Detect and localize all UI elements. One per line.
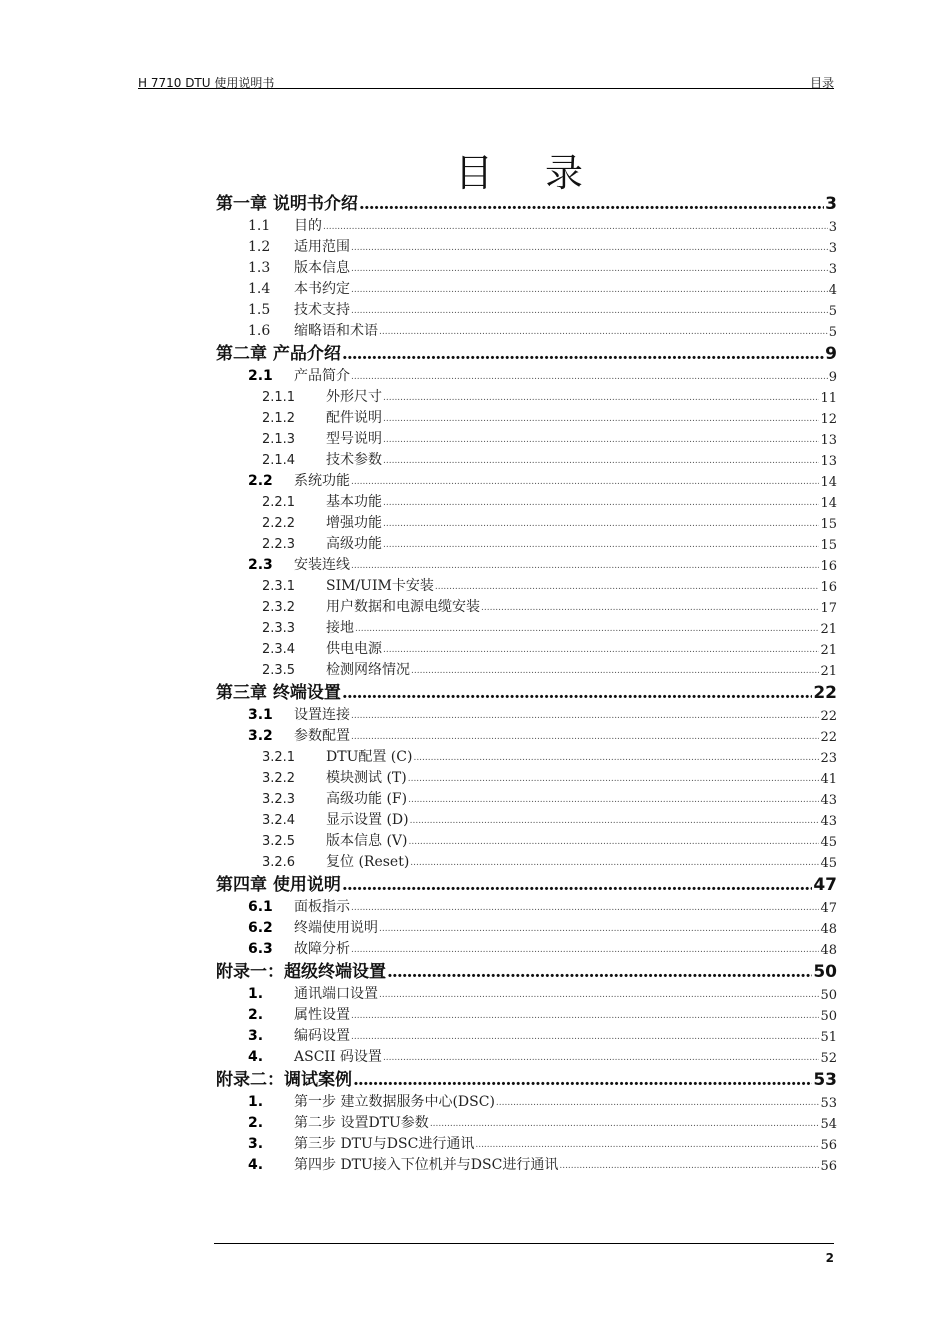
toc-entry-text: 外形尺寸	[326, 389, 382, 405]
toc-entry-page: 47	[820, 901, 837, 916]
toc-entry-text: 供电电源	[326, 641, 382, 657]
toc-dot-leader	[351, 561, 819, 574]
toc-entry-text: 适用范围	[294, 239, 350, 255]
toc-entry[interactable]	[216, 1024, 837, 1045]
toc-dot-leader	[351, 372, 828, 385]
toc-entry[interactable]	[216, 787, 837, 808]
toc-entry-number: 2.2	[248, 473, 273, 489]
toc-entry[interactable]	[216, 385, 837, 406]
toc-dot-leader	[342, 875, 812, 895]
toc-entry-page: 16	[820, 580, 837, 595]
toc-entry-text: 故障分析	[294, 941, 350, 957]
toc-entry-number: 3.2.4	[262, 813, 296, 828]
toc-entry[interactable]	[216, 616, 837, 637]
toc-entry-text: 系统功能	[294, 473, 350, 489]
toc-entry-number: 1.1	[248, 218, 271, 234]
toc-entry-number: 2.2.2	[262, 516, 296, 531]
toc-entry[interactable]	[216, 829, 837, 850]
toc-entry-page: 51	[820, 1030, 837, 1045]
toc-entry-label	[216, 659, 410, 679]
toc-entry-page: 14	[820, 496, 837, 511]
toc-entry-text: 参数配置	[294, 728, 350, 744]
toc-dot-leader	[351, 903, 819, 916]
toc-entry[interactable]	[216, 595, 837, 616]
toc-entry-number: 1.	[248, 986, 264, 1002]
toc-entry-page: 3	[828, 262, 837, 277]
toc-entry-page: 12	[820, 412, 837, 427]
toc-dot-leader	[379, 990, 819, 1003]
toc-entry-page: 13	[820, 454, 837, 469]
toc-entry-text: 增强功能	[326, 515, 382, 531]
toc-entry-number: 3.2.6	[262, 855, 296, 870]
toc-entry-number: 1.2	[248, 239, 271, 255]
toc-entry-page: 11	[820, 391, 837, 406]
toc-dot-leader	[323, 222, 828, 235]
toc-entry-text: 第一步 建立数据服务中心(DSC)	[294, 1094, 495, 1110]
toc-entry-page: 53	[813, 1070, 837, 1090]
toc-entry-number: 2.1	[248, 368, 273, 384]
toc-entry-text: 模块测试 (T)	[326, 770, 407, 786]
toc-entry-label	[216, 1004, 350, 1024]
toc-entry-number: 4.	[248, 1049, 264, 1065]
toc-entry-page: 48	[820, 922, 837, 937]
toc-entry[interactable]	[216, 850, 837, 871]
toc-entry-text: 缩略语和术语	[294, 323, 378, 339]
toc-entry-number: 2.1.1	[262, 390, 296, 405]
toc-entry-label	[216, 365, 350, 385]
toc-dot-leader	[353, 1070, 812, 1090]
toc-dot-leader	[342, 683, 812, 703]
toc-dot-leader	[383, 540, 819, 553]
toc-entry-text: 第二步 设置DTU参数	[294, 1115, 429, 1131]
toc-entry-page: 13	[820, 433, 837, 448]
toc-entry-page: 56	[820, 1159, 837, 1174]
toc-entry-text: 本书约定	[294, 281, 350, 297]
toc-entry-label	[216, 339, 341, 364]
toc-entry-number: 1.3	[248, 260, 271, 276]
toc-entry-page: 45	[820, 835, 837, 850]
toc-entry-text: 产品简介	[294, 368, 350, 384]
toc-entry-label	[216, 1046, 382, 1066]
toc-entry[interactable]	[216, 766, 837, 787]
toc-entry-page: 3	[825, 194, 837, 214]
toc-entry-label	[216, 678, 341, 703]
toc-dot-leader	[359, 194, 824, 214]
toc-dot-leader	[351, 243, 828, 256]
toc-entry-text: DTU配置 (C)	[326, 749, 413, 765]
toc-entry-label	[216, 870, 341, 895]
toc-entry-page: 16	[820, 559, 837, 574]
toc-entry[interactable]	[216, 1066, 837, 1090]
toc-entry-label	[216, 809, 409, 829]
toc-entry[interactable]	[216, 277, 837, 298]
toc-entry-text: 附录二：调试案例	[216, 1070, 352, 1090]
toc-dot-leader	[351, 945, 819, 958]
footer-rule	[214, 1243, 834, 1244]
toc-entry-text: 版本信息	[294, 260, 350, 276]
toc-entry-number: 2.3.4	[262, 642, 296, 657]
toc-entry[interactable]	[216, 982, 837, 1003]
toc-dot-leader	[383, 519, 819, 532]
toc-entry[interactable]	[216, 406, 837, 427]
toc-dot-leader	[413, 753, 819, 766]
toc-entry-number: 2.1.3	[262, 432, 296, 447]
toc-entry[interactable]	[216, 958, 837, 982]
toc-entry-label	[216, 449, 382, 469]
toc-entry-text: 安装连线	[294, 557, 350, 573]
toc-entry[interactable]	[216, 1132, 837, 1153]
toc-entry-page: 3	[828, 241, 837, 256]
toc-entry-label	[216, 851, 409, 871]
toc-entry-number: 2.3	[248, 557, 273, 573]
toc-entry-number: 3.	[248, 1136, 264, 1152]
toc-entry[interactable]	[216, 637, 837, 658]
toc-dot-leader	[383, 645, 819, 658]
toc-entry[interactable]	[216, 871, 837, 895]
toc-entry-text: 第三步 DTU与DSC进行通讯	[294, 1136, 475, 1152]
toc-entry[interactable]	[216, 190, 837, 214]
toc-entry-label	[216, 957, 386, 982]
toc-entry-number: 2.	[248, 1007, 264, 1023]
toc-entry-label	[216, 278, 350, 298]
toc-entry-label	[216, 830, 407, 850]
toc-entry[interactable]	[216, 574, 837, 595]
toc-entry-text: 编码设置	[294, 1028, 350, 1044]
toc-entry-label	[216, 788, 407, 808]
toc-entry-page: 22	[820, 709, 837, 724]
toc-entry-text: 面板指示	[294, 899, 350, 915]
toc-entry-number: 2.3.1	[262, 579, 296, 594]
toc-dot-leader	[379, 327, 828, 340]
toc-entry-number: 2.3.3	[262, 621, 296, 636]
toc-entry[interactable]	[216, 319, 837, 340]
toc-entry-page: 14	[820, 475, 837, 490]
toc-dot-leader	[475, 1140, 819, 1153]
toc-entry-number: 2.	[248, 1115, 264, 1131]
toc-entry-page: 47	[813, 875, 837, 895]
toc-entry-text: 接地	[326, 620, 354, 636]
toc-entry-page: 52	[820, 1051, 837, 1066]
toc-dot-leader	[383, 435, 819, 448]
toc-dot-leader	[383, 393, 819, 406]
toc-dot-leader	[383, 414, 819, 427]
toc-entry-page: 53	[820, 1096, 837, 1111]
toc-entry-label	[216, 257, 350, 277]
toc-entry-label	[216, 215, 322, 235]
toc-dot-leader	[410, 858, 819, 871]
toc-entry-label	[216, 1065, 352, 1090]
toc-entry[interactable]	[216, 427, 837, 448]
toc-dot-leader	[355, 624, 819, 637]
toc-entry-number: 3.	[248, 1028, 264, 1044]
toc-entry-text: 用户数据和电源电缆安装	[326, 599, 480, 615]
toc-entry-page: 22	[813, 683, 837, 703]
toc-dot-leader	[383, 1053, 820, 1066]
header-section-title: 目录	[809, 76, 834, 90]
toc-entry-page: 9	[825, 344, 837, 364]
toc-entry-label	[216, 320, 378, 340]
toc-entry-page: 15	[820, 517, 837, 532]
toc-entry-text: 技术支持	[294, 302, 350, 318]
toc-entry-label	[216, 236, 350, 256]
toc-entry[interactable]	[216, 1153, 837, 1174]
toc-dot-leader	[430, 1119, 820, 1132]
toc-entry-page: 5	[828, 304, 837, 319]
toc-entry-label	[216, 746, 412, 766]
toc-dot-leader	[411, 666, 819, 679]
toc-entry-label	[216, 725, 350, 745]
toc-entry-number: 1.6	[248, 323, 271, 339]
toc-entry-page: 43	[820, 793, 837, 808]
toc-entry[interactable]	[216, 553, 837, 574]
toc-dot-leader	[435, 582, 820, 595]
toc-entry-text: 附录一：超级终端设置	[216, 962, 386, 982]
toc-entry-page: 21	[820, 643, 837, 658]
toc-entry-number: 3.2.1	[262, 750, 296, 765]
toc-dot-leader	[351, 732, 819, 745]
toc-entry-page: 17	[820, 601, 837, 616]
toc-entry-page: 50	[813, 962, 837, 982]
toc-entry-number: 3.1	[248, 707, 273, 723]
toc-entry[interactable]	[216, 214, 837, 235]
toc-entry[interactable]	[216, 364, 837, 385]
toc-entry-label	[216, 1133, 474, 1153]
toc-entry-number: 6.2	[248, 920, 273, 936]
toc-entry-label	[216, 407, 382, 427]
toc-dot-leader	[408, 837, 819, 850]
toc-dot-leader	[379, 924, 819, 937]
toc-entry-label	[216, 596, 480, 616]
toc-entry-page: 15	[820, 538, 837, 553]
toc-entry[interactable]	[216, 448, 837, 469]
toc-entry-page: 22	[820, 730, 837, 745]
toc-dot-leader	[342, 344, 824, 364]
toc-entry-text: ASCII 码设置	[294, 1049, 382, 1065]
toc-entry-label	[216, 767, 407, 787]
toc-dot-leader	[408, 774, 820, 787]
toc-entry-label	[216, 512, 382, 532]
toc-entry-page: 3	[828, 220, 837, 235]
toc-dot-leader	[481, 603, 819, 616]
toc-dot-leader	[351, 285, 828, 298]
toc-entry-page: 9	[828, 370, 837, 385]
toc-dot-leader	[351, 1011, 819, 1024]
toc-entry-page: 50	[820, 988, 837, 1003]
toc-entry-number: 6.3	[248, 941, 273, 957]
toc-entry[interactable]	[216, 658, 837, 679]
toc-entry-label	[216, 299, 350, 319]
toc-entry-page: 54	[820, 1117, 837, 1132]
toc-dot-leader	[351, 306, 828, 319]
toc-entry-text: 高级功能 (F)	[326, 791, 408, 807]
toc-dot-leader	[351, 264, 828, 277]
toc-dot-leader	[383, 456, 819, 469]
toc-entry-text: 第四章 使用说明	[216, 875, 341, 895]
toc-entry[interactable]	[216, 895, 837, 916]
toc-entry-page: 43	[820, 814, 837, 829]
toc-entry[interactable]	[216, 256, 837, 277]
toc-entry-page: 23	[820, 751, 837, 766]
toc-entry-label	[216, 938, 350, 958]
toc-entry-text: 第一章 说明书介绍	[216, 194, 358, 214]
toc-entry-page: 41	[820, 772, 837, 787]
toc-entry-label	[216, 491, 382, 511]
toc-entry-label	[216, 189, 358, 214]
toc-entry-text: 设置连接	[294, 707, 350, 723]
toc-entry[interactable]	[216, 298, 837, 319]
toc-dot-leader	[408, 795, 819, 808]
toc-entry-number: 3.2.2	[262, 771, 296, 786]
toc-entry-text: 复位 (Reset)	[326, 854, 410, 870]
toc-entry-number: 2.3.2	[262, 600, 296, 615]
toc-entry-text: 第四步 DTU接入下位机并与DSC进行通讯	[294, 1157, 559, 1173]
toc-entry-label	[216, 428, 382, 448]
toc-entry-page: 5	[828, 325, 837, 340]
toc-entry-label	[216, 1025, 350, 1045]
toc-entry-label	[216, 1154, 558, 1174]
toc-entry-number: 1.4	[248, 281, 271, 297]
toc-entry[interactable]	[216, 1111, 837, 1132]
toc-entry-number: 3.2.3	[262, 792, 296, 807]
toc-entry-text: 基本功能	[326, 494, 382, 510]
toc-entry-text: 通讯端口设置	[294, 986, 378, 1002]
toc-entry[interactable]	[216, 1045, 837, 1066]
toc-entry-text: SIM/UIM卡安装	[326, 578, 434, 594]
toc-entry-label	[216, 617, 354, 637]
toc-entry-label	[216, 917, 378, 937]
header-rule	[138, 88, 834, 89]
toc-entry[interactable]	[216, 469, 837, 490]
toc-entry[interactable]	[216, 703, 837, 724]
table-of-contents	[216, 190, 837, 1174]
toc-entry-page: 56	[820, 1138, 837, 1153]
toc-entry[interactable]	[216, 340, 837, 364]
toc-entry-number: 2.2.3	[262, 537, 296, 552]
toc-entry-text: 终端使用说明	[294, 920, 378, 936]
toc-entry-number: 2.3.5	[262, 663, 296, 678]
toc-entry-label	[216, 983, 378, 1003]
page-title: 目 录	[454, 151, 604, 195]
toc-entry-label	[216, 1091, 495, 1111]
toc-entry-text: 显示设置 (D)	[326, 812, 409, 828]
toc-dot-leader	[387, 962, 812, 982]
toc-entry-number: 3.2	[248, 728, 273, 744]
toc-entry-label	[216, 533, 382, 553]
toc-entry[interactable]	[216, 490, 837, 511]
toc-entry-label	[216, 470, 350, 490]
toc-dot-leader	[383, 498, 819, 511]
toc-entry[interactable]	[216, 724, 837, 745]
page-number: 2	[825, 1251, 834, 1265]
toc-dot-leader	[351, 477, 819, 490]
toc-entry-number: 1.	[248, 1094, 264, 1110]
toc-entry-text: 型号说明	[326, 431, 382, 447]
toc-entry[interactable]	[216, 1003, 837, 1024]
toc-entry-page: 21	[820, 664, 837, 679]
toc-entry-number: 4.	[248, 1157, 264, 1173]
toc-entry-text: 高级功能	[326, 536, 382, 552]
toc-entry-text: 属性设置	[294, 1007, 350, 1023]
toc-entry-number: 2.1.2	[262, 411, 296, 426]
toc-entry-text: 目的	[294, 218, 322, 234]
toc-entry-text: 第三章 终端设置	[216, 683, 341, 703]
toc-dot-leader	[496, 1098, 820, 1111]
toc-entry-page: 48	[820, 943, 837, 958]
toc-entry-number: 2.1.4	[262, 453, 296, 468]
toc-entry-page: 4	[828, 283, 837, 298]
toc-entry-label	[216, 896, 350, 916]
toc-entry[interactable]	[216, 916, 837, 937]
toc-entry[interactable]	[216, 937, 837, 958]
toc-entry-page: 50	[820, 1009, 837, 1024]
toc-entry-page: 21	[820, 622, 837, 637]
toc-dot-leader	[351, 711, 819, 724]
toc-entry-text: 第二章 产品介绍	[216, 344, 341, 364]
toc-entry-label	[216, 386, 382, 406]
toc-entry-text: 检测网络情况	[326, 662, 410, 678]
toc-entry[interactable]	[216, 511, 837, 532]
header-doc-title: H 7710 DTU 使用说明书	[138, 76, 275, 90]
toc-entry-page: 45	[820, 856, 837, 871]
toc-entry-number: 2.2.1	[262, 495, 296, 510]
toc-entry-number: 3.2.5	[262, 834, 296, 849]
toc-entry-label	[216, 575, 434, 595]
toc-entry[interactable]	[216, 532, 837, 553]
toc-entry-text: 版本信息 (V)	[326, 833, 408, 849]
toc-entry-label	[216, 704, 350, 724]
toc-entry[interactable]	[216, 235, 837, 256]
toc-entry-label	[216, 638, 382, 658]
toc-entry[interactable]	[216, 745, 837, 766]
toc-entry-label	[216, 1112, 429, 1132]
toc-entry-number: 6.1	[248, 899, 273, 915]
toc-entry-label	[216, 554, 350, 574]
toc-entry-text: 技术参数	[326, 452, 382, 468]
toc-dot-leader	[559, 1161, 819, 1174]
toc-dot-leader	[351, 1032, 819, 1045]
toc-entry-text: 配件说明	[326, 410, 382, 426]
toc-entry[interactable]	[216, 1090, 837, 1111]
toc-dot-leader	[410, 816, 820, 829]
toc-entry-number: 1.5	[248, 302, 271, 318]
toc-entry[interactable]	[216, 808, 837, 829]
toc-entry[interactable]	[216, 679, 837, 703]
